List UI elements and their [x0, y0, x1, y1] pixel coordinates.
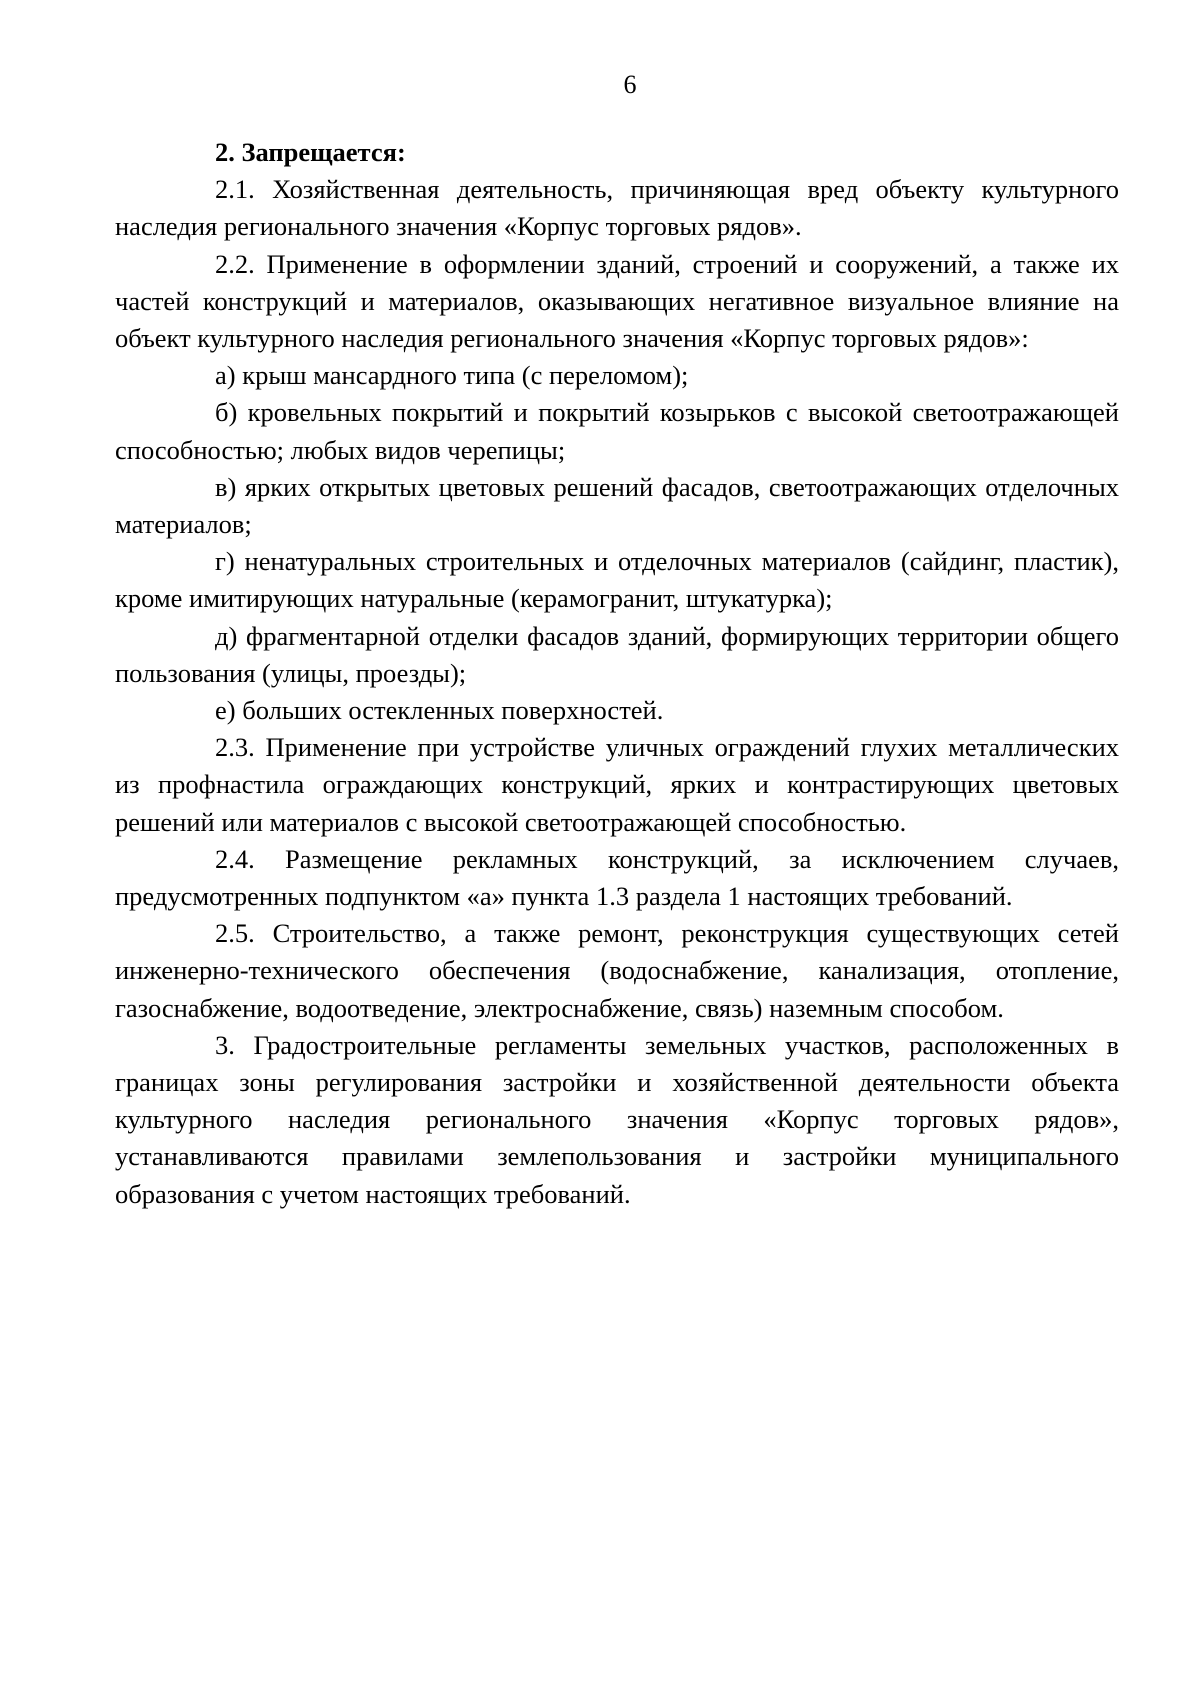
paragraph-2-2-e: е) больших остекленных поверхностей. — [215, 695, 664, 726]
paragraph-2-2-v: в) ярких открытых цветовых решений фасадов, светоотражающих отделочных материалов; — [115, 471, 1119, 540]
paragraph-2-2-a: а) крыш мансардного типа (с переломом); — [215, 360, 689, 391]
document-body — [115, 134, 1119, 1213]
paragraph-3: 3. Градостроительные регламенты земельных участков, расположенных в границах зоны регулирования застройки и хозяйственной деятельности объекта культурного наследия регионального значения «Корпус торговых рядов», устанавливаются правилами землепользования и застройки муниципального образования с учетом настоящих требований. — [115, 1029, 1119, 1209]
paragraph-2-5: 2.5. Строительство, а также ремонт, реконструкция существующих сетей инженерно-технического обеспечения (водоснабжение, канализация, отопление, газоснабжение, водоотведение, электроснабжение, связь) наземным способом. — [115, 918, 1119, 1023]
section-heading: 2. Запрещается: — [215, 137, 406, 167]
paragraph-2-2-g: г) ненатуральных строительных и отделочных материалов (сайдинг, пластик), кроме имитирующих натуральные (керамогранит, штукатурка); — [115, 546, 1119, 614]
page-number: 6 — [623, 70, 637, 99]
paragraph-2-2-b: б) кровельных покрытий и покрытий козырьков с высокой светоотражающей способностью; любых видов черепицы; — [115, 397, 1119, 465]
paragraph-2-3: 2.3. Применение при устройстве уличных ограждений глухих металлических из профнастила ограждающих конструкций, ярких и контрастирующих цветовых решений или материалов с высокой светоотражающей способностью. — [115, 732, 1119, 837]
paragraph-2-2: 2.2. Применение в оформлении зданий, строений и сооружений, а также их частей конструкций и материалов, оказывающих негативное визуальное влияние на объект культурного наследия регионального значения «Корпус торговых рядов»: — [115, 248, 1119, 354]
paragraph-2-1: 2.1. Хозяйственная деятельность, причиняющая вред объекту культурного наследия регионального значения «Корпус торговых рядов». — [115, 174, 1119, 242]
paragraph-2-4: 2.4. Размещение рекламных конструкций, за исключением случаев, предусмотренных подпунктом «а» пункта 1.3 раздела 1 настоящих требований. — [115, 843, 1119, 912]
paragraph-2-2-d: д) фрагментарной отделки фасадов зданий, формирующих территории общего пользования (улицы, проезды); — [115, 620, 1119, 688]
